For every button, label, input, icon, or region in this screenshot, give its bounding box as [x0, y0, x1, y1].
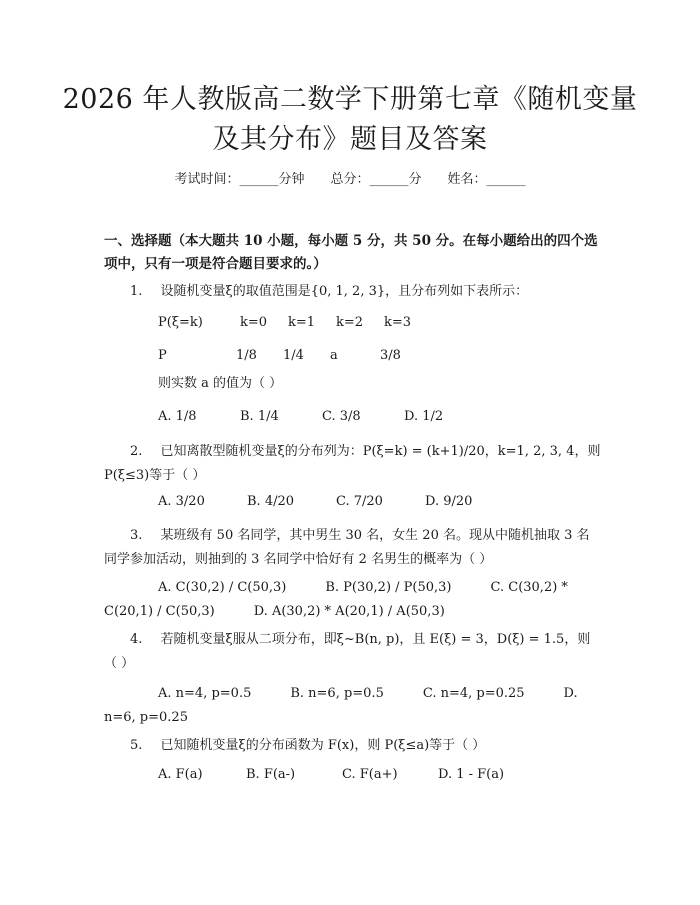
question-2: [104, 440, 602, 488]
question-5: [104, 734, 602, 757]
question-stem: 设随机变量ξ的取值范围是{0, 1, 2, 3}，且分布列如下表所示：: [160, 284, 529, 299]
question-4-options: A. n=4, p=0.5 B. n=6, p=0.5 C. n=4, p=0.25 D. n=6, p=0.25: [104, 686, 578, 725]
question-3: [104, 524, 602, 572]
section-heading: 一、选择题（本大题共 10 小题，每小题 5 分，共 50 分。在每小题给出的四个选项中，只有一项是符合题目要求的。）: [104, 233, 598, 272]
table-cell: 3/8: [380, 348, 401, 363]
question-followup: 则实数 a 的值为（ ）: [158, 376, 283, 391]
option-c: C. F(a+): [342, 767, 398, 782]
question-number: 4.: [130, 632, 143, 647]
option-a: A. 1/8: [158, 409, 197, 424]
exam-meta-line: 考试时间：______分钟 总分：______分 姓名：______: [174, 172, 526, 187]
table-cell: P(ξ=k): [158, 315, 203, 330]
option-c: C. 3/8: [322, 409, 361, 424]
question-3-options: A. C(30,2) / C(50,3) B. P(30,2) / P(50,3) C. C(30,2) * C(20,1) / C(50,3) D. A(30,2) * A(20,1) / A(50,3): [104, 580, 568, 619]
option-b: B. 1/4: [240, 409, 279, 424]
question-stem: 某班级有 50 名同学，其中男生 30 名，女生 20 名。现从中随机抽取 3 名同学参加活动，则抽到的 3 名同学中恰好有 2 名男生的概率为（ ）: [104, 528, 590, 567]
question-stem: 若随机变量ξ服从二项分布，即ξ~B(n, p)，且 E(ξ) = 3，D(ξ) = 1.5，则（ ）: [104, 632, 591, 671]
option-d: D. 1 - F(a): [438, 767, 505, 782]
option-a: A. F(a): [158, 767, 203, 782]
option-a: A. 3/20: [158, 494, 205, 509]
option-c: C. 7/20: [336, 494, 383, 509]
option-d: D. 1/2: [404, 409, 444, 424]
question-stem: 已知离散型随机变量ξ的分布列为：P(ξ=k) = (k+1)/20，k=1, 2, 3, 4，则 P(ξ≤3)等于（ ）: [104, 444, 601, 483]
table-cell: 1/8: [236, 348, 257, 363]
option-b: B. F(a-): [246, 767, 296, 782]
table-cell: 1/4: [283, 348, 304, 363]
option-d: D. 9/20: [425, 494, 473, 509]
question-number: 1.: [130, 284, 143, 299]
question-4: [104, 628, 602, 676]
table-cell: P: [158, 348, 167, 363]
question-1: [104, 280, 602, 303]
table-cell: k=2: [336, 315, 364, 330]
question-stem: 已知随机变量ξ的分布函数为 F(x)，则 P(ξ≤a)等于（ ）: [160, 738, 486, 753]
table-cell: k=3: [384, 315, 412, 330]
question-number: 3.: [130, 528, 143, 543]
table-cell: k=1: [288, 315, 316, 330]
document-title: 2026 年人教版高二数学下册第七章《随机变量及其分布》题目及答案: [62, 84, 638, 155]
table-cell: a: [330, 348, 338, 363]
option-b: B. 4/20: [247, 494, 295, 509]
question-number: 5.: [130, 738, 143, 753]
table-cell: k=0: [240, 315, 268, 330]
question-number: 2.: [130, 444, 143, 459]
